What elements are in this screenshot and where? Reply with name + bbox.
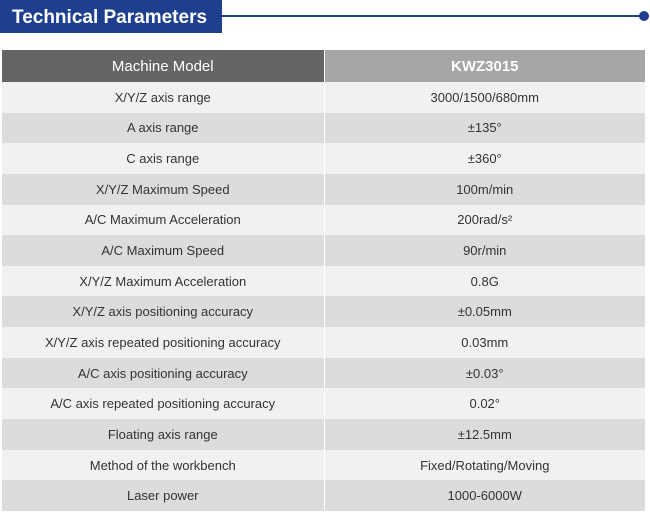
param-value: 100m/min bbox=[324, 174, 645, 205]
section-title-bar bbox=[0, 0, 222, 33]
technical-parameters-table bbox=[2, 50, 645, 511]
param-value: Fixed/Rotating/Moving bbox=[324, 450, 645, 481]
param-value: 200rad/s² bbox=[324, 205, 645, 236]
table-row bbox=[2, 450, 645, 481]
param-name: A/C axis repeated positioning accuracy bbox=[2, 388, 324, 419]
table-row bbox=[2, 235, 645, 266]
title-divider-line bbox=[222, 15, 644, 17]
param-value: ±360° bbox=[324, 143, 645, 174]
param-value: 90r/min bbox=[324, 235, 645, 266]
title-divider-dot bbox=[639, 11, 649, 21]
table-row bbox=[2, 388, 645, 419]
table-row bbox=[2, 480, 645, 511]
table-header-row bbox=[2, 50, 645, 82]
table-row bbox=[2, 113, 645, 144]
param-name: X/Y/Z axis positioning accuracy bbox=[2, 296, 324, 327]
param-name: X/Y/Z Maximum Acceleration bbox=[2, 266, 324, 297]
table-row bbox=[2, 266, 645, 297]
table-row bbox=[2, 327, 645, 358]
table-row bbox=[2, 296, 645, 327]
param-value: ±0.05mm bbox=[324, 296, 645, 327]
param-value: 3000/1500/680mm bbox=[324, 82, 645, 113]
param-value: ±12.5mm bbox=[324, 419, 645, 450]
table-row bbox=[2, 358, 645, 389]
section-title: Technical Parameters bbox=[12, 7, 208, 28]
table-row bbox=[2, 143, 645, 174]
param-name: A/C Maximum Speed bbox=[2, 235, 324, 266]
param-name: X/Y/Z Maximum Speed bbox=[2, 174, 324, 205]
param-name: A axis range bbox=[2, 113, 324, 144]
param-name: C axis range bbox=[2, 143, 324, 174]
param-name: Method of the workbench bbox=[2, 450, 324, 481]
param-value: 0.02° bbox=[324, 388, 645, 419]
header-machine-model: Machine Model bbox=[2, 50, 324, 82]
param-name: X/Y/Z axis repeated positioning accuracy bbox=[2, 327, 324, 358]
param-name: A/C Maximum Acceleration bbox=[2, 205, 324, 236]
param-name: Floating axis range bbox=[2, 419, 324, 450]
table-row bbox=[2, 82, 645, 113]
param-value: 1000-6000W bbox=[324, 480, 645, 511]
param-value: ±135° bbox=[324, 113, 645, 144]
table-row bbox=[2, 174, 645, 205]
param-value: 0.03mm bbox=[324, 327, 645, 358]
param-value: ±0.03° bbox=[324, 358, 645, 389]
param-name: A/C axis positioning accuracy bbox=[2, 358, 324, 389]
table-row bbox=[2, 205, 645, 236]
param-value: 0.8G bbox=[324, 266, 645, 297]
table-row bbox=[2, 419, 645, 450]
param-name: X/Y/Z axis range bbox=[2, 82, 324, 113]
param-name: Laser power bbox=[2, 480, 324, 511]
header-model-value: KWZ3015 bbox=[324, 50, 645, 82]
